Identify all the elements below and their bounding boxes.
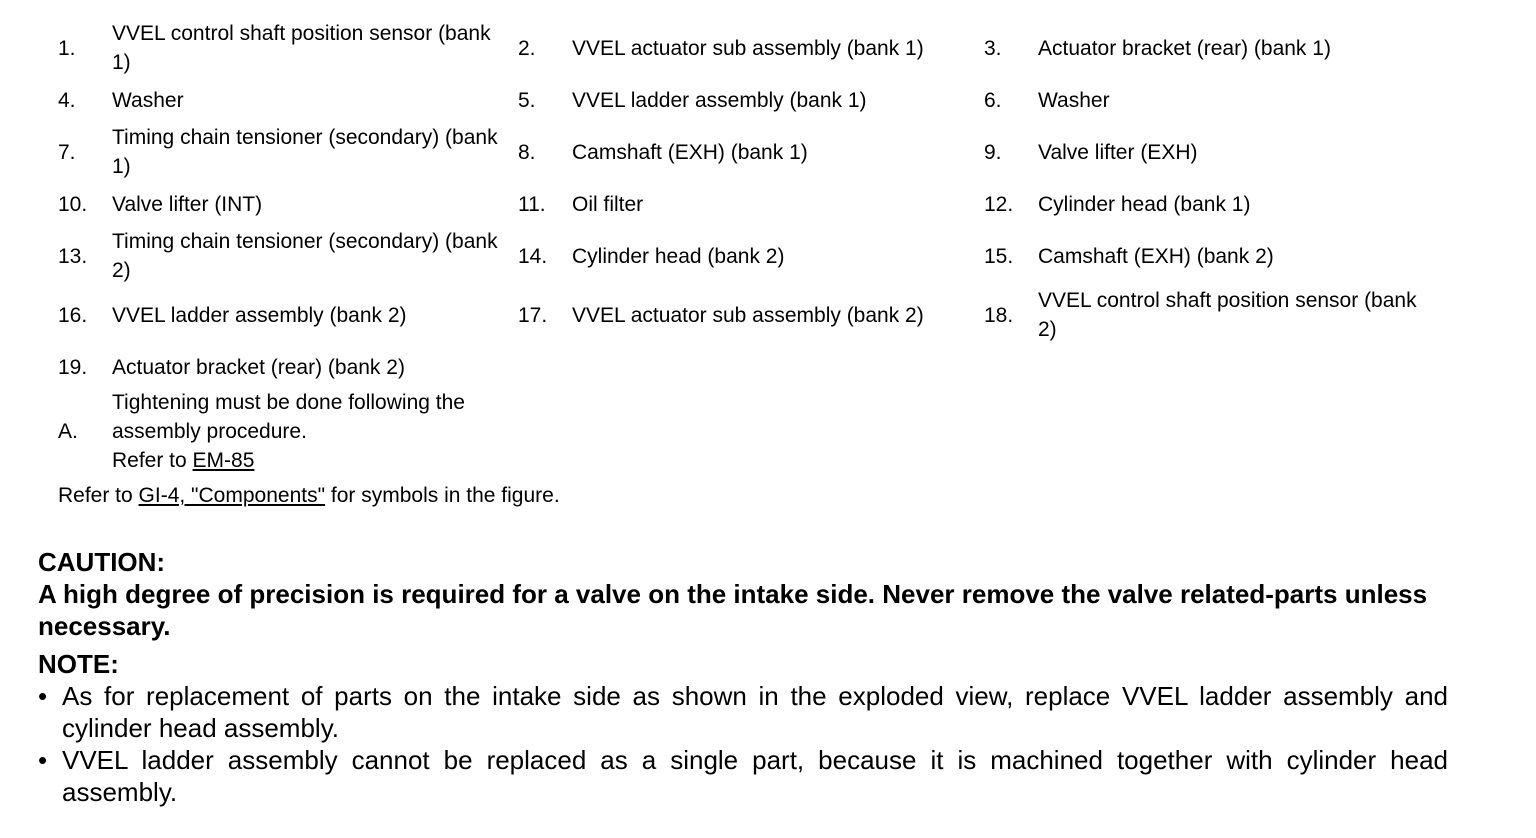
item-label: Oil filter — [572, 192, 644, 216]
item-label: VVEL actuator sub assembly (bank 1) — [572, 36, 924, 60]
item-label: Valve lifter (INT) — [112, 192, 263, 216]
item-number: 6. — [984, 88, 1002, 112]
item-number: 2. — [518, 36, 536, 60]
item-number: 3. — [984, 36, 1002, 60]
refer-prefix: Refer to — [58, 484, 133, 507]
item-label: Actuator bracket (rear) (bank 2) — [112, 355, 405, 379]
symbols-reference — [58, 481, 1478, 510]
legend-row — [58, 74, 1478, 126]
item-number: 19. — [58, 355, 88, 379]
legend-item — [518, 242, 984, 271]
item-label: VVEL ladder assembly (bank 1) — [572, 88, 867, 112]
item-label: VVEL control shaft position sensor (bank 1) — [112, 22, 491, 74]
item-label: Cylinder head (bank 2) — [572, 244, 785, 268]
item-number: 14. — [518, 244, 548, 268]
legend-row — [58, 348, 1478, 386]
item-number: 10. — [58, 192, 88, 216]
legend-item — [984, 86, 1424, 115]
caution-block — [38, 546, 1458, 642]
legend-row — [58, 22, 1478, 74]
note-bullet — [38, 680, 1448, 744]
bullet-icon: • — [38, 681, 48, 711]
item-number: 12. — [984, 192, 1014, 216]
note-letter: A. — [58, 420, 78, 443]
item-label: Timing chain tensioner (secondary) (bank 2) — [112, 230, 498, 282]
item-label: VVEL actuator sub assembly (bank 2) — [572, 303, 924, 327]
legend-item — [58, 86, 518, 115]
bullet-icon: • — [38, 745, 48, 775]
note-title: NOTE: — [38, 649, 119, 679]
legend-item — [984, 138, 1424, 167]
em-85-link[interactable]: EM-85 — [192, 449, 255, 472]
item-number: 16. — [58, 303, 88, 327]
item-number: 15. — [984, 244, 1014, 268]
item-number: 7. — [58, 140, 76, 164]
legend-item — [58, 227, 518, 285]
item-number: 1. — [58, 36, 76, 60]
note-refer-prefix: Refer to — [112, 449, 187, 472]
legend-row — [58, 282, 1478, 348]
legend-item — [518, 138, 984, 167]
note-block — [38, 648, 1448, 808]
item-number: 8. — [518, 140, 536, 164]
item-number: 18. — [984, 303, 1014, 327]
legend-item — [984, 190, 1424, 219]
legend-item — [58, 301, 518, 330]
item-label: Camshaft (EXH) (bank 1) — [572, 140, 808, 164]
note-line: Tightening must be done following the assembly procedure. — [112, 391, 465, 443]
legend-item — [58, 190, 518, 219]
legend-item — [518, 86, 984, 115]
legend-row — [58, 178, 1478, 230]
item-label: VVEL ladder assembly (bank 2) — [112, 303, 407, 327]
item-number: 11. — [518, 192, 546, 216]
gi-4-components-link[interactable]: GI-4, "Components" — [138, 484, 326, 507]
legend-item — [58, 353, 518, 382]
item-number: 9. — [984, 140, 1002, 164]
legend-item — [518, 301, 984, 330]
legend-item — [58, 123, 518, 181]
item-label: Cylinder head (bank 1) — [1038, 192, 1251, 216]
item-label: Valve lifter (EXH) — [1038, 140, 1198, 164]
item-label: Washer — [112, 88, 184, 112]
legend-item — [984, 34, 1424, 63]
legend-item — [984, 286, 1424, 344]
item-number: 17. — [518, 303, 548, 327]
caution-text: A high degree of precision is required for a valve on the intake side. Never remove the valve related-parts unless necessary. — [38, 579, 1428, 641]
caution-title: CAUTION: — [38, 547, 166, 577]
item-number: 5. — [518, 88, 536, 112]
legend-item — [984, 242, 1424, 271]
note-bullet — [38, 744, 1448, 808]
item-label: Washer — [1038, 88, 1110, 112]
legend-note-a — [58, 388, 1478, 475]
legend-row — [58, 230, 1478, 282]
legend-item — [518, 34, 984, 63]
bullet-text: VVEL ladder assembly cannot be replaced as a single part, because it is machined together with cylinder head assembly. — [62, 745, 1448, 807]
item-label: VVEL control shaft position sensor (bank 2) — [1038, 289, 1417, 341]
item-label: Timing chain tensioner (secondary) (bank 1) — [112, 126, 498, 178]
parts-legend — [58, 22, 1478, 510]
refer-suffix: for symbols in the figure. — [330, 484, 560, 507]
legend-item — [58, 19, 518, 77]
item-number: 13. — [58, 244, 88, 268]
item-label: Camshaft (EXH) (bank 2) — [1038, 244, 1274, 268]
bullet-text: As for replacement of parts on the intake side as shown in the exploded view, replace VVEL ladder assembly and cylinder head assembly. — [62, 681, 1448, 743]
item-number: 4. — [58, 88, 76, 112]
item-label: Actuator bracket (rear) (bank 1) — [1038, 36, 1331, 60]
legend-item — [518, 190, 984, 219]
note-text — [112, 388, 512, 475]
legend-row — [58, 126, 1478, 178]
